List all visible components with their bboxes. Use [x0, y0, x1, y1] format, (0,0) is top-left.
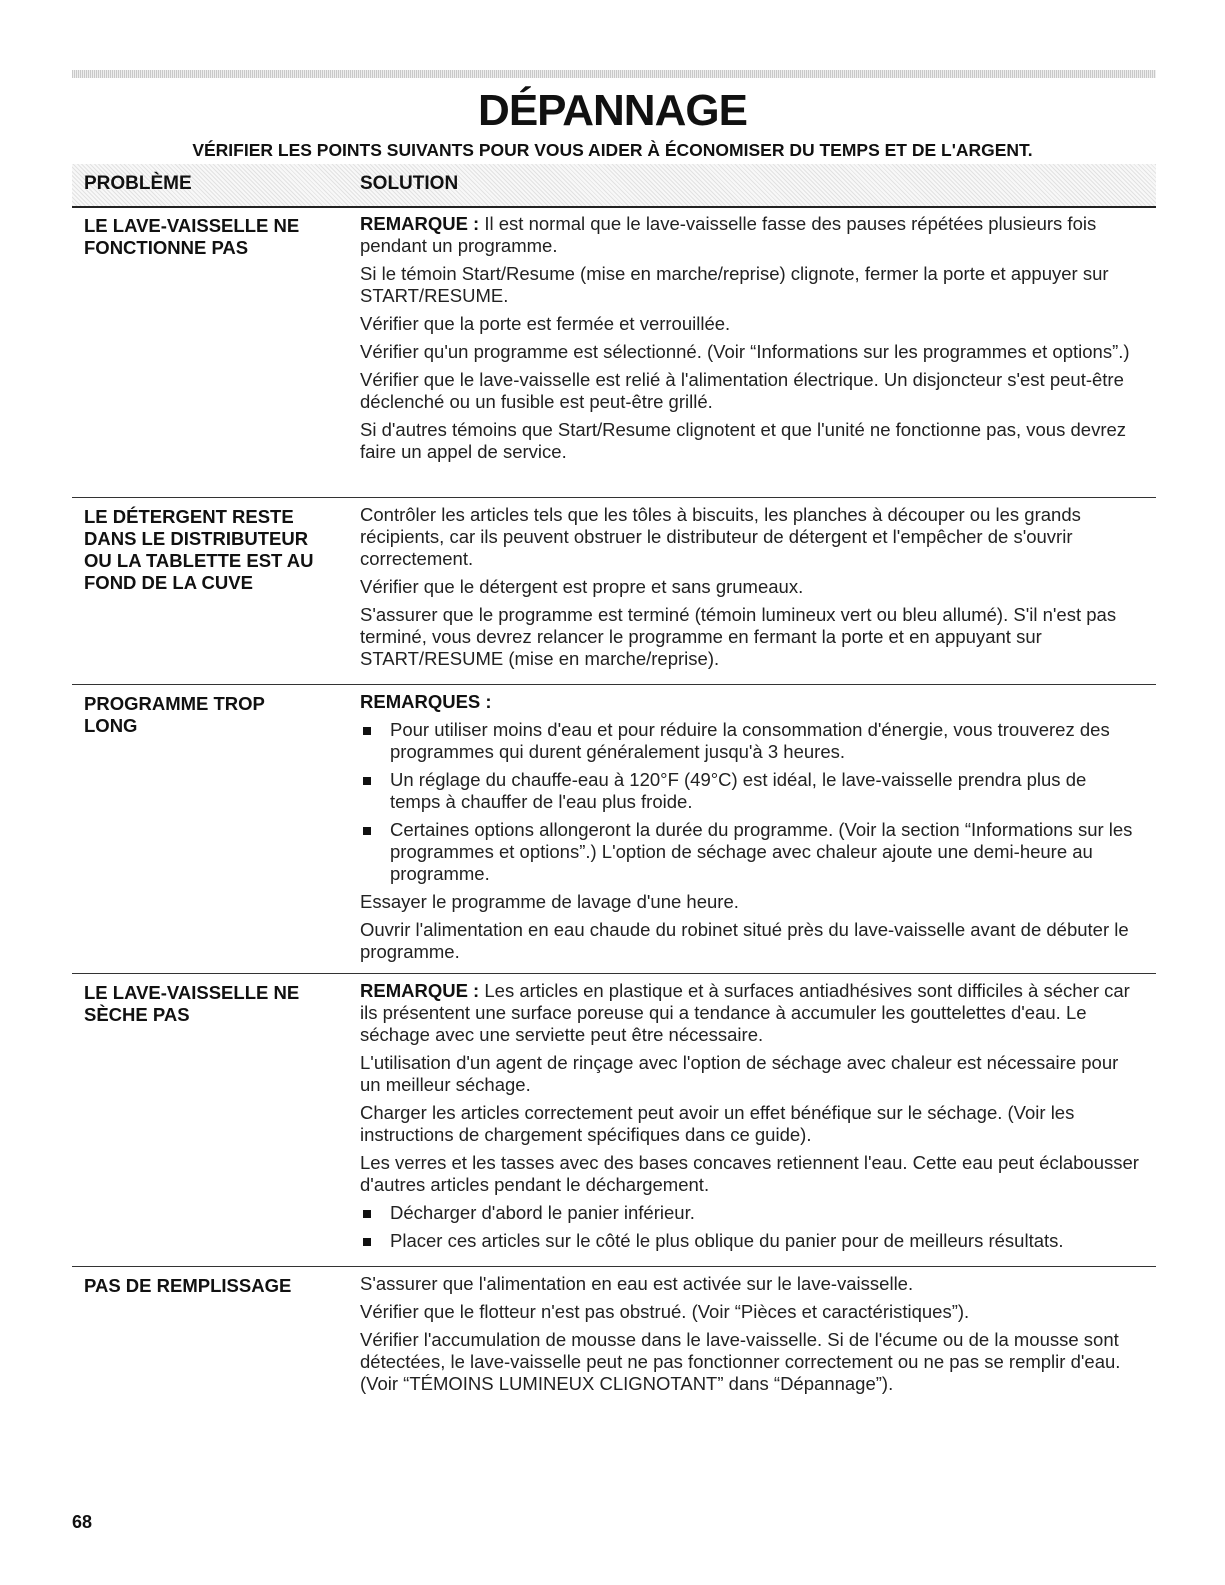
table-row: [72, 973, 1156, 1251]
problem-cell: PROGRAMME TROP LONG: [84, 693, 265, 736]
table-row: [72, 1266, 1156, 1394]
list-item-text: Certaines options allongeront la durée du programme. (Voir la section “Informations sur les programmes et options”.) L'option de séchage avec chaleur ajoute une demi-heure au programme.: [390, 819, 1133, 884]
page-subtitle: VÉRIFIER LES POINTS SUIVANTS POUR VOUS AIDER À ÉCONOMISER DU TEMPS ET DE L'ARGENT.: [192, 140, 1033, 160]
problem-cell: LE LAVE-VAISSELLE NE SÈCHE PAS: [84, 982, 300, 1025]
note: [360, 691, 1140, 713]
list-item-text: Décharger d'abord le panier inférieur.: [390, 1202, 695, 1223]
note-text: Les articles en plastique et à surfaces antiadhésives sont difficiles à sécher car ils présentent une surface poreuse qui a tendance à accumuler les gouttelettes d'eau. Le séchage avec une serviette peut être nécessaire.: [360, 980, 1130, 1045]
note-label: REMARQUE :: [360, 213, 480, 234]
note-text: Il est normal que le lave-vaisselle fasse des pauses répétées plusieurs fois pendant un programme.: [360, 213, 1097, 256]
solution-paragraph: Vérifier que la porte est fermée et verrouillée.: [360, 313, 731, 334]
list-item: [360, 819, 1140, 885]
solution-cell: [360, 504, 1140, 676]
table-row: [72, 497, 1156, 669]
list-item: [360, 769, 1140, 813]
solution-cell: [360, 691, 1140, 969]
table-row: [72, 684, 1156, 962]
list-item: [360, 719, 1140, 763]
solution-paragraph: Si d'autres témoins que Start/Resume clignotent et que l'unité ne fonctionne pas, vous devrez faire un appel de service.: [360, 419, 1127, 462]
solution-paragraph: Vérifier l'accumulation de mousse dans le lave-vaisselle. Si de l'écume ou de la mousse sont détectées, le lave-vaisselle peut ne pas fonctionner correctement ou ne pas se remplir d'eau. (Voir “TÉMOINS LUMINEUX CLIGNOTANT” dans “Dépannage”).: [360, 1329, 1121, 1394]
problem-cell: LE LAVE-VAISSELLE NE FONCTIONNE PAS: [84, 215, 300, 258]
note: [360, 213, 1140, 257]
bullet-list: [360, 1202, 1140, 1252]
solution-paragraph: Les verres et les tasses avec des bases concaves retiennent l'eau. Cette eau peut éclabousser d'autres articles pendant le déchargement.: [360, 1152, 1139, 1195]
bullet-list: [360, 719, 1140, 885]
note-label: REMARQUE :: [360, 980, 480, 1001]
square-bullet-icon: [363, 1210, 371, 1218]
solution-paragraph: Ouvrir l'alimentation en eau chaude du robinet situé près du lave-vaisselle avant de débuter le programme.: [360, 919, 1129, 962]
solution-paragraph: S'assurer que le programme est terminé (témoin lumineux vert ou bleu allumé). S'il n'est pas terminé, vous devrez relancer le programme en fermant la porte et en appuyant sur START/RESUME (mise en marche/reprise).: [360, 604, 1117, 669]
solution-paragraph: Vérifier que le flotteur n'est pas obstrué. (Voir “Pièces et caractéristiques”).: [360, 1301, 970, 1322]
solution-paragraph: Vérifier que le détergent est propre et sans grumeaux.: [360, 576, 804, 597]
square-bullet-icon: [363, 777, 371, 785]
table-header: [72, 164, 1156, 208]
list-item-text: Pour utiliser moins d'eau et pour réduire la consommation d'énergie, vous trouverez des programmes qui durent généralement jusqu'à 3 heures.: [390, 719, 1110, 762]
list-item-text: Un réglage du chauffe-eau à 120°F (49°C) est idéal, le lave-vaisselle prendra plus de temps à chauffer de l'eau plus froide.: [390, 769, 1087, 812]
problem-cell: PAS DE REMPLISSAGE: [84, 1275, 292, 1296]
solution-paragraph: Charger les articles correctement peut avoir un effet bénéfique sur le séchage. (Voir les instructions de chargement spécifiques dans ce guide).: [360, 1102, 1075, 1145]
solution-cell: [360, 980, 1140, 1258]
column-header-solution: SOLUTION: [360, 173, 459, 194]
note: [360, 980, 1140, 1046]
note-label: REMARQUES :: [360, 691, 492, 712]
solution-paragraph: Si le témoin Start/Resume (mise en marche/reprise) clignote, fermer la porte et appuyer sur START/RESUME.: [360, 263, 1109, 306]
solution-paragraph: S'assurer que l'alimentation en eau est activée sur le lave-vaisselle.: [360, 1273, 914, 1294]
solution-paragraph: Contrôler les articles tels que les tôles à biscuits, les planches à découper ou les grands récipients, car ils peuvent obstruer le distributeur de détergent et l'empêcher de s'ouvrir correctement.: [360, 504, 1081, 569]
list-item: [360, 1202, 1140, 1224]
page-title: DÉPANNAGE: [478, 86, 747, 135]
list-item-text: Placer ces articles sur le côté le plus oblique du panier pour de meilleurs résultats.: [390, 1230, 1064, 1251]
page-number: 68: [72, 1512, 93, 1532]
solution-paragraph: Vérifier qu'un programme est sélectionné. (Voir “Informations sur les programmes et options”.): [360, 341, 1130, 362]
solution-paragraph: Essayer le programme de lavage d'une heure.: [360, 891, 739, 912]
square-bullet-icon: [363, 1238, 371, 1246]
list-item: [360, 1230, 1140, 1252]
column-header-problem: PROBLÈME: [84, 173, 192, 194]
solution-paragraph: Vérifier que le lave-vaisselle est relié à l'alimentation électrique. Un disjoncteur s'est peut-être déclenché ou un fusible est peut-être grillé.: [360, 369, 1124, 412]
solution-cell: [360, 1273, 1140, 1401]
top-rule: [72, 70, 1156, 78]
problem-cell: LE DÉTERGENT RESTE DANS LE DISTRIBUTEUR OU LA TABLETTE EST AU FOND DE LA CUVE: [84, 506, 314, 593]
square-bullet-icon: [363, 727, 371, 735]
solution-cell: [360, 213, 1140, 469]
solution-paragraph: L'utilisation d'un agent de rinçage avec l'option de séchage avec chaleur est nécessaire pour un meilleur séchage.: [360, 1052, 1119, 1095]
square-bullet-icon: [363, 827, 371, 835]
